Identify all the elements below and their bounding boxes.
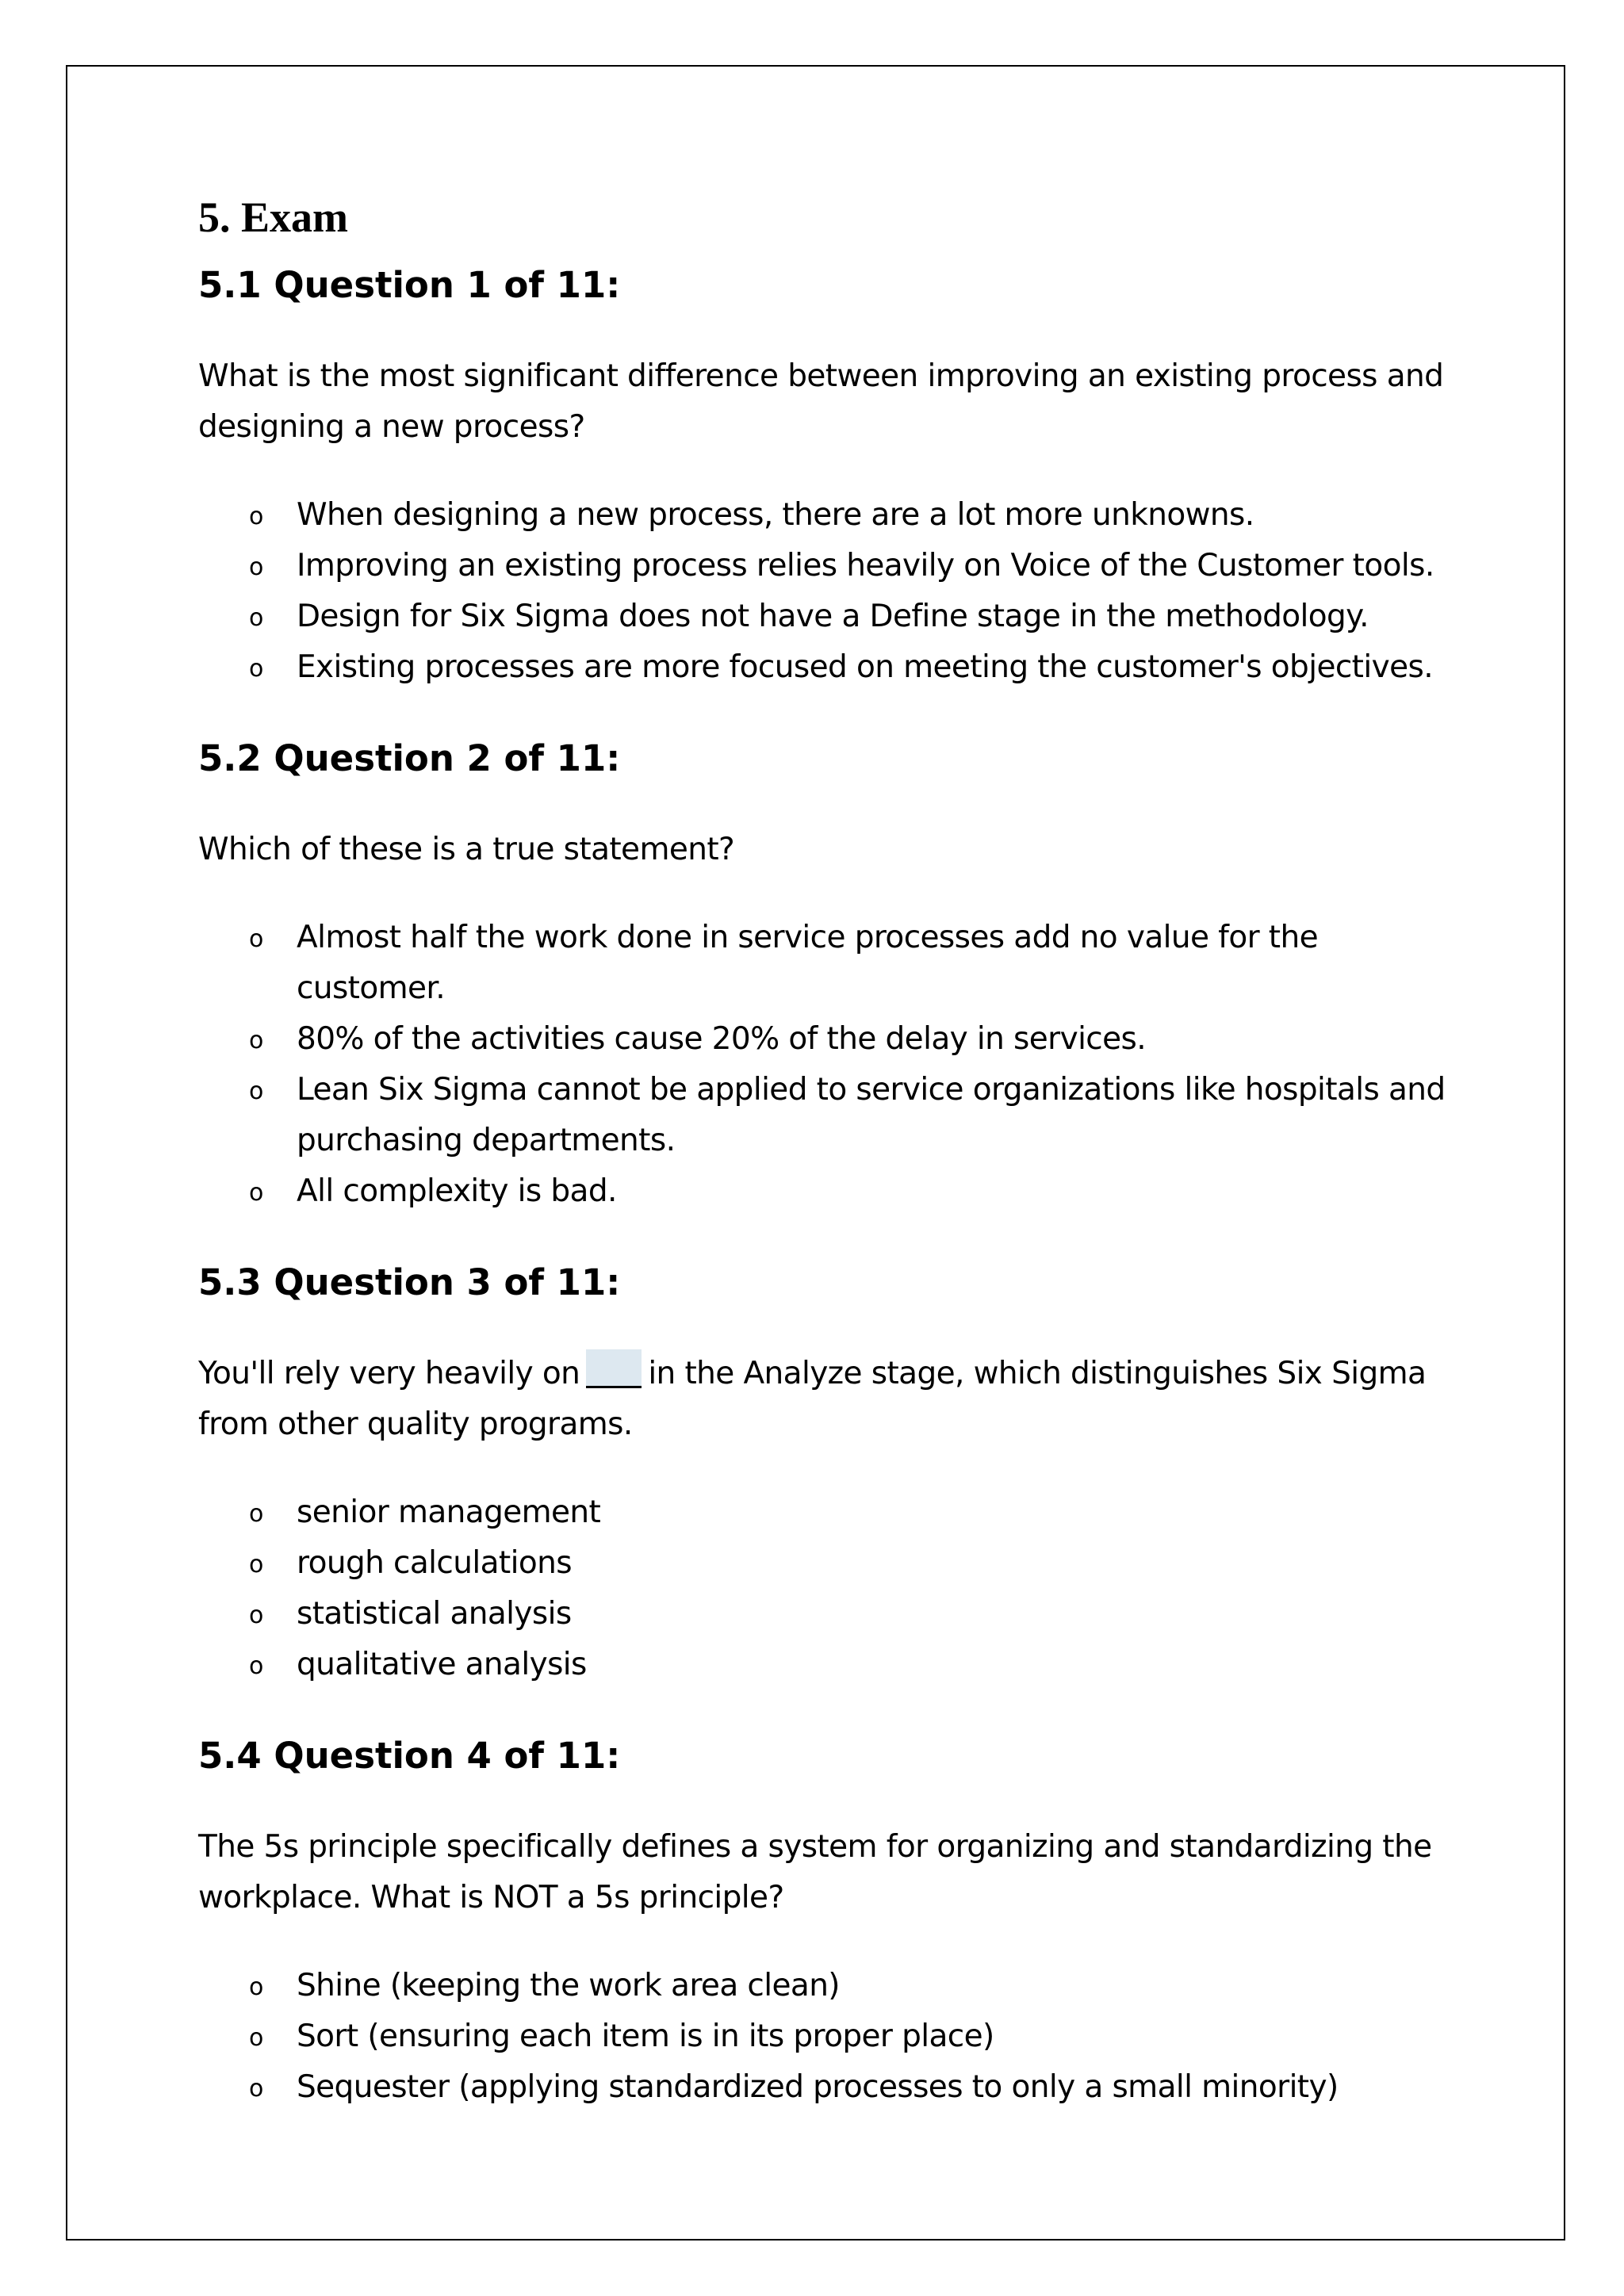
bullet-icon: o xyxy=(249,1179,263,1207)
answer-option[interactable] xyxy=(198,1640,1451,1690)
bullet-icon: o xyxy=(249,1652,263,1680)
answer-option[interactable] xyxy=(198,1538,1451,1589)
question-text-before: You'll rely very heavily on xyxy=(198,1356,580,1391)
question-text xyxy=(198,1349,1451,1450)
answer-options xyxy=(198,1961,1451,2113)
question-2 xyxy=(198,733,1451,1217)
bullet-icon: o xyxy=(249,604,263,632)
option-label: senior management xyxy=(297,1494,601,1530)
answer-option[interactable] xyxy=(198,1961,1451,2011)
question-1 xyxy=(198,260,1451,693)
bullet-icon: o xyxy=(249,925,263,953)
answer-options xyxy=(198,490,1451,693)
question-text: The 5s principle specifically defines a system for organizing and standardizing the workplace. What is NOT a 5s principle? xyxy=(198,1829,1432,1915)
answer-options xyxy=(198,1487,1451,1690)
answer-option[interactable] xyxy=(198,642,1451,693)
bullet-icon: o xyxy=(249,1500,263,1528)
question-3 xyxy=(198,1257,1451,1690)
question-heading: 5.2 Question 2 of 11: xyxy=(198,737,621,779)
bullet-icon: o xyxy=(249,503,263,530)
bullet-icon: o xyxy=(249,655,263,683)
bullet-icon: o xyxy=(249,1973,263,2001)
option-label: 80% of the activities cause 20% of the delay in services. xyxy=(297,1021,1147,1057)
answer-option[interactable] xyxy=(198,1166,1451,1217)
bullet-icon: o xyxy=(249,2024,263,2052)
option-label: All complexity is bad. xyxy=(297,1173,617,1209)
bullet-icon: o xyxy=(249,1551,263,1578)
bullet-icon: o xyxy=(249,1077,263,1105)
question-heading: 5.1 Question 1 of 11: xyxy=(198,264,621,306)
answer-option[interactable] xyxy=(198,2062,1451,2113)
document-content xyxy=(198,192,1451,2113)
question-text: Which of these is a true statement? xyxy=(198,832,735,867)
bullet-icon: o xyxy=(249,1601,263,1629)
option-label: When designing a new process, there are a lot more unknowns. xyxy=(297,497,1254,533)
answer-option[interactable] xyxy=(198,2011,1451,2062)
section-title: 5. Exam xyxy=(198,193,348,241)
fill-in-blank[interactable] xyxy=(586,1349,642,1388)
answer-option[interactable] xyxy=(198,1487,1451,1538)
option-label: Sequester (applying standardized processes to only a small minority) xyxy=(297,2069,1339,2105)
answer-option[interactable] xyxy=(198,490,1451,541)
answer-option[interactable] xyxy=(198,1065,1451,1166)
option-label: Design for Six Sigma does not have a Define stage in the methodology. xyxy=(297,599,1369,634)
question-4 xyxy=(198,1731,1451,2113)
option-label: Almost half the work done in service processes add no value for the customer. xyxy=(297,920,1319,1006)
option-label: Existing processes are more focused on meeting the customer's objectives. xyxy=(297,649,1434,685)
answer-option[interactable] xyxy=(198,541,1451,591)
answer-option[interactable] xyxy=(198,1014,1451,1065)
option-label: rough calculations xyxy=(297,1545,572,1581)
option-label: qualitative analysis xyxy=(297,1647,587,1682)
question-text: What is the most significant difference between improving an existing process and designing a new process? xyxy=(198,358,1444,445)
question-text-after: in the Analyze stage, which distinguishes Six Sigma from other quality programs. xyxy=(198,1356,1427,1442)
question-heading: 5.3 Question 3 of 11: xyxy=(198,1261,621,1303)
answer-options xyxy=(198,913,1451,1217)
option-label: statistical analysis xyxy=(297,1596,572,1632)
bullet-icon: o xyxy=(249,1027,263,1054)
question-heading: 5.4 Question 4 of 11: xyxy=(198,1735,621,1777)
answer-option[interactable] xyxy=(198,913,1451,1014)
option-label: Shine (keeping the work area clean) xyxy=(297,1968,840,2003)
option-label: Improving an existing process relies heavily on Voice of the Customer tools. xyxy=(297,548,1434,584)
answer-option[interactable] xyxy=(198,1589,1451,1640)
option-label: Lean Six Sigma cannot be applied to service organizations like hospitals and purchasing departments. xyxy=(297,1072,1446,1158)
answer-option[interactable] xyxy=(198,591,1451,642)
option-label: Sort (ensuring each item is in its proper place) xyxy=(297,2019,994,2054)
bullet-icon: o xyxy=(249,2075,263,2103)
bullet-icon: o xyxy=(249,553,263,581)
